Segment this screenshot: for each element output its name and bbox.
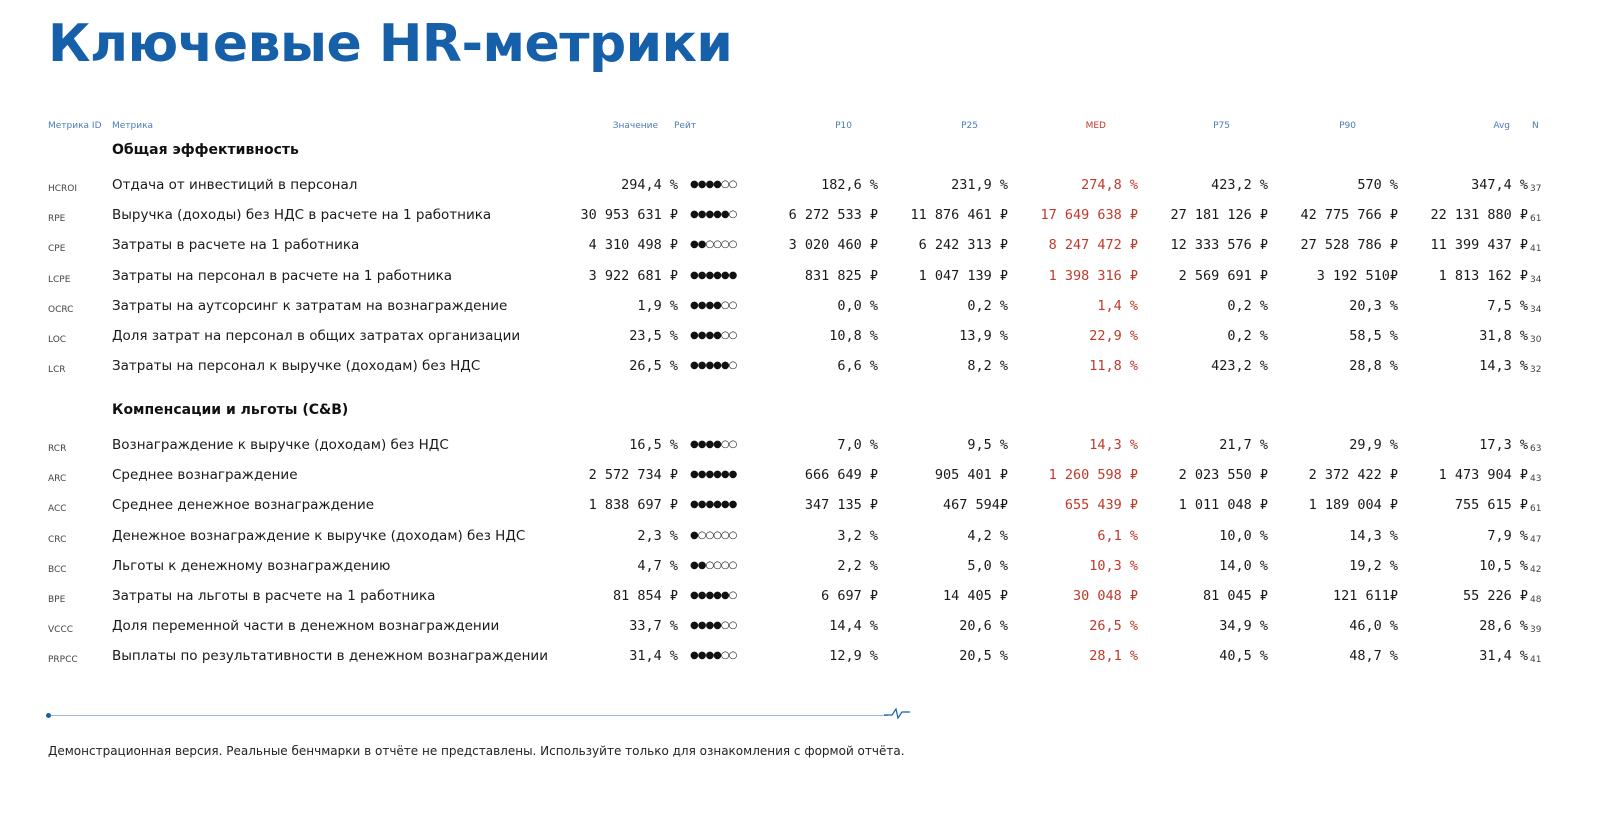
metric-name: Затраты на персонал в расчете на 1 работника [112,268,453,284]
metric-code: OCRC [48,305,74,315]
sample-size: 41 [1530,655,1542,665]
sample-size: 61 [1530,214,1542,224]
header-p25: P25 [961,121,978,131]
metric-value: 23,5 % [629,328,678,344]
sample-size: 41 [1530,244,1542,254]
avg-value: 10,5 % [1479,558,1528,574]
metric-code: RPE [48,214,66,224]
header-avg: Avg [1493,121,1510,131]
page-title: Ключевые HR-метрики [48,14,733,74]
metric-code: CRC [48,535,67,545]
metric-name: Затраты на аутсорсинг к затратам на вознаграждение [112,298,508,314]
metric-name: Денежное вознаграждение к выручке (доходам) без НДС [112,528,526,544]
p25-value: 5,0 % [967,558,1008,574]
metric-code: ARC [48,474,67,484]
p10-value: 6,6 % [837,358,878,374]
table-row [0,581,1600,611]
table-row [0,291,1600,321]
p75-value: 0,2 % [1227,328,1268,344]
p25-value: 14 405 ₽ [942,588,1008,604]
median-value: 6,1 % [1097,528,1138,544]
p25-value: 20,6 % [959,618,1008,634]
p25-value: 4,2 % [967,528,1008,544]
sample-size: 43 [1530,474,1542,484]
table-row [0,430,1600,460]
metric-code: ACC [48,504,67,514]
p90-value: 48,7 % [1349,648,1398,664]
p75-value: 1 011 048 ₽ [1178,497,1268,513]
header-p10: P10 [835,121,852,131]
metric-code: RCR [48,444,67,454]
median-value: 10,3 % [1089,558,1138,574]
median-value: 14,3 % [1089,437,1138,453]
p75-value: 81 045 ₽ [1202,588,1268,604]
rating-dots: ●●●●●● [690,499,737,510]
p75-value: 2 569 691 ₽ [1178,268,1268,284]
avg-value: 14,3 % [1479,358,1528,374]
metric-name: Затраты на льготы в расчете на 1 работника [112,588,436,604]
metric-name: Отдача от инвестиций в персонал [112,177,358,193]
metric-code: BPE [48,595,66,605]
metric-name: Льготы к денежному вознаграждению [112,558,391,574]
sample-size: 34 [1530,305,1542,315]
metric-name: Среднее денежное вознаграждение [112,497,375,513]
metric-value: 3 922 681 ₽ [588,268,678,284]
table-row [0,261,1600,291]
metric-value: 2 572 734 ₽ [588,467,678,483]
avg-value: 1 813 162 ₽ [1438,268,1528,284]
disclaimer-text: Демонстрационная версия. Реальные бенчмарки в отчёте не представлены. Используйте только для ознакомления с формой отчёта. [48,744,905,758]
rating-dots: ●●●●●● [690,270,737,281]
p10-value: 14,4 % [829,618,878,634]
p90-value: 2 372 422 ₽ [1308,467,1398,483]
p10-value: 666 649 ₽ [804,467,878,483]
p25-value: 231,9 % [951,177,1008,193]
sample-size: 61 [1530,504,1542,514]
p75-value: 34,9 % [1219,618,1268,634]
p25-value: 20,5 % [959,648,1008,664]
table-row [0,611,1600,641]
table-row [0,321,1600,351]
p25-value: 467 594₽ [942,497,1008,513]
metric-value: 4 310 498 ₽ [588,237,678,253]
table-row [0,460,1600,490]
avg-value: 22 131 880 ₽ [1430,207,1528,223]
metric-value: 4,7 % [637,558,678,574]
rating-dots: ●●●●○○ [690,650,737,661]
avg-value: 755 615 ₽ [1454,497,1528,513]
rating-dots: ●●●●●● [690,469,737,480]
avg-value: 1 473 904 ₽ [1438,467,1528,483]
median-value: 1 398 316 ₽ [1048,268,1138,284]
avg-value: 28,6 % [1479,618,1528,634]
p10-value: 6 697 ₽ [821,588,878,604]
p25-value: 8,2 % [967,358,1008,374]
table-row [0,551,1600,581]
sample-size: 47 [1530,535,1542,545]
p90-value: 1 189 004 ₽ [1308,497,1398,513]
sample-size: 32 [1530,365,1542,375]
avg-value: 55 226 ₽ [1462,588,1528,604]
table-row [0,230,1600,260]
p90-value: 29,9 % [1349,437,1398,453]
metric-value: 1 838 697 ₽ [588,497,678,513]
median-value: 655 439 ₽ [1064,497,1138,513]
median-value: 28,1 % [1089,648,1138,664]
p25-value: 9,5 % [967,437,1008,453]
metric-code: VCCC [48,625,74,635]
avg-value: 31,4 % [1479,648,1528,664]
median-value: 1 260 598 ₽ [1048,467,1138,483]
p10-value: 2,2 % [837,558,878,574]
sample-size: 30 [1530,335,1542,345]
metric-value: 33,7 % [629,618,678,634]
avg-value: 17,3 % [1479,437,1528,453]
p90-value: 28,8 % [1349,358,1398,374]
metric-code: PRPCC [48,655,78,665]
p25-value: 0,2 % [967,298,1008,314]
table-row [0,170,1600,200]
rating-dots: ●●●●○○ [690,179,737,190]
header-value: Значение [612,121,658,131]
table-row [0,521,1600,551]
p90-value: 14,3 % [1349,528,1398,544]
rating-dots: ●●○○○○ [690,560,737,571]
median-value: 274,8 % [1081,177,1138,193]
p25-value: 905 401 ₽ [934,467,1008,483]
median-value: 17 649 638 ₽ [1040,207,1138,223]
metric-name: Доля переменной части в денежном вознаграждении [112,618,500,634]
metric-code: HCROI [48,184,78,194]
metric-code: CPE [48,244,66,254]
median-value: 11,8 % [1089,358,1138,374]
p75-value: 423,2 % [1211,177,1268,193]
p90-value: 570 % [1357,177,1398,193]
p10-value: 3,2 % [837,528,878,544]
footer-divider-end [884,706,910,722]
metric-value: 31,4 % [629,648,678,664]
metric-name: Доля затрат на персонал в общих затратах организации [112,328,521,344]
p75-value: 21,7 % [1219,437,1268,453]
table-row [0,200,1600,230]
median-value: 8 247 472 ₽ [1048,237,1138,253]
table-row [0,351,1600,381]
p10-value: 12,9 % [829,648,878,664]
p75-value: 423,2 % [1211,358,1268,374]
sample-size: 39 [1530,625,1542,635]
rating-dots: ●●●●●○ [690,360,737,371]
avg-value: 347,4 % [1471,177,1528,193]
metric-value: 2,3 % [637,528,678,544]
rating-dots: ●●●●○○ [690,439,737,450]
avg-value: 11 399 437 ₽ [1430,237,1528,253]
p10-value: 831 825 ₽ [804,268,878,284]
rating-dots: ●○○○○○ [690,530,737,541]
p25-value: 6 242 313 ₽ [918,237,1008,253]
metric-code: LOC [48,335,67,345]
p25-value: 1 047 139 ₽ [918,268,1008,284]
median-value: 30 048 ₽ [1072,588,1138,604]
rating-dots: ●●○○○○ [690,239,737,250]
p90-value: 19,2 % [1349,558,1398,574]
p10-value: 0,0 % [837,298,878,314]
median-value: 26,5 % [1089,618,1138,634]
metric-name: Вознаграждение к выручке (доходам) без НДС [112,437,449,453]
metric-code: LCPE [48,275,71,285]
p10-value: 7,0 % [837,437,878,453]
p75-value: 27 181 126 ₽ [1170,207,1268,223]
p10-value: 347 135 ₽ [804,497,878,513]
median-value: 22,9 % [1089,328,1138,344]
p25-value: 13,9 % [959,328,1008,344]
p75-value: 10,0 % [1219,528,1268,544]
p90-value: 3 192 510₽ [1316,268,1398,284]
p90-value: 42 775 766 ₽ [1300,207,1398,223]
footer-divider-dot [46,713,51,718]
rating-dots: ●●●●○○ [690,300,737,311]
p25-value: 11 876 461 ₽ [910,207,1008,223]
metric-value: 16,5 % [629,437,678,453]
header-median: MED [1085,121,1106,131]
metric-value: 26,5 % [629,358,678,374]
p75-value: 0,2 % [1227,298,1268,314]
avg-value: 7,9 % [1487,528,1528,544]
table-row [0,490,1600,520]
metric-name: Затраты в расчете на 1 работника [112,237,360,253]
sample-size: 34 [1530,275,1542,285]
metric-value: 81 854 ₽ [612,588,678,604]
header-code: Метрика ID [48,121,102,131]
p10-value: 6 272 533 ₽ [788,207,878,223]
p90-value: 121 611₽ [1332,588,1398,604]
metric-value: 294,4 % [621,177,678,193]
sample-size: 63 [1530,444,1542,454]
sample-size: 37 [1530,184,1542,194]
rating-dots: ●●●●●○ [690,590,737,601]
metric-name: Затраты на персонал к выручке (доходам) без НДС [112,358,481,374]
header-n: N [1532,121,1539,131]
header-p90: P90 [1339,121,1356,131]
sample-size: 42 [1530,565,1542,575]
rating-dots: ●●●●●○ [690,209,737,220]
metric-value: 30 953 631 ₽ [580,207,678,223]
p75-value: 12 333 576 ₽ [1170,237,1268,253]
p10-value: 182,6 % [821,177,878,193]
metric-name: Выручка (доходы) без НДС в расчете на 1 работника [112,207,492,223]
median-value: 1,4 % [1097,298,1138,314]
header-rating: Рейт [674,121,697,131]
p90-value: 58,5 % [1349,328,1398,344]
header-name: Метрика [112,121,154,131]
rating-dots: ●●●●○○ [690,330,737,341]
metric-name: Выплаты по результативности в денежном вознаграждении [112,648,548,664]
header-p75: P75 [1213,121,1230,131]
footer-divider [48,715,888,716]
p75-value: 2 023 550 ₽ [1178,467,1268,483]
p90-value: 46,0 % [1349,618,1398,634]
avg-value: 7,5 % [1487,298,1528,314]
p75-value: 40,5 % [1219,648,1268,664]
table-row [0,641,1600,671]
p90-value: 27 528 786 ₽ [1300,237,1398,253]
avg-value: 31,8 % [1479,328,1528,344]
metric-value: 1,9 % [637,298,678,314]
metric-name: Среднее вознаграждение [112,467,298,483]
p75-value: 14,0 % [1219,558,1268,574]
section-title: Общая эффективность [112,142,299,158]
rating-dots: ●●●●○○ [690,620,737,631]
section-title: Компенсации и льготы (C&B) [112,402,349,418]
metric-code: LCR [48,365,66,375]
sample-size: 48 [1530,595,1542,605]
p10-value: 3 020 460 ₽ [788,237,878,253]
p10-value: 10,8 % [829,328,878,344]
metric-code: BCC [48,565,67,575]
p90-value: 20,3 % [1349,298,1398,314]
